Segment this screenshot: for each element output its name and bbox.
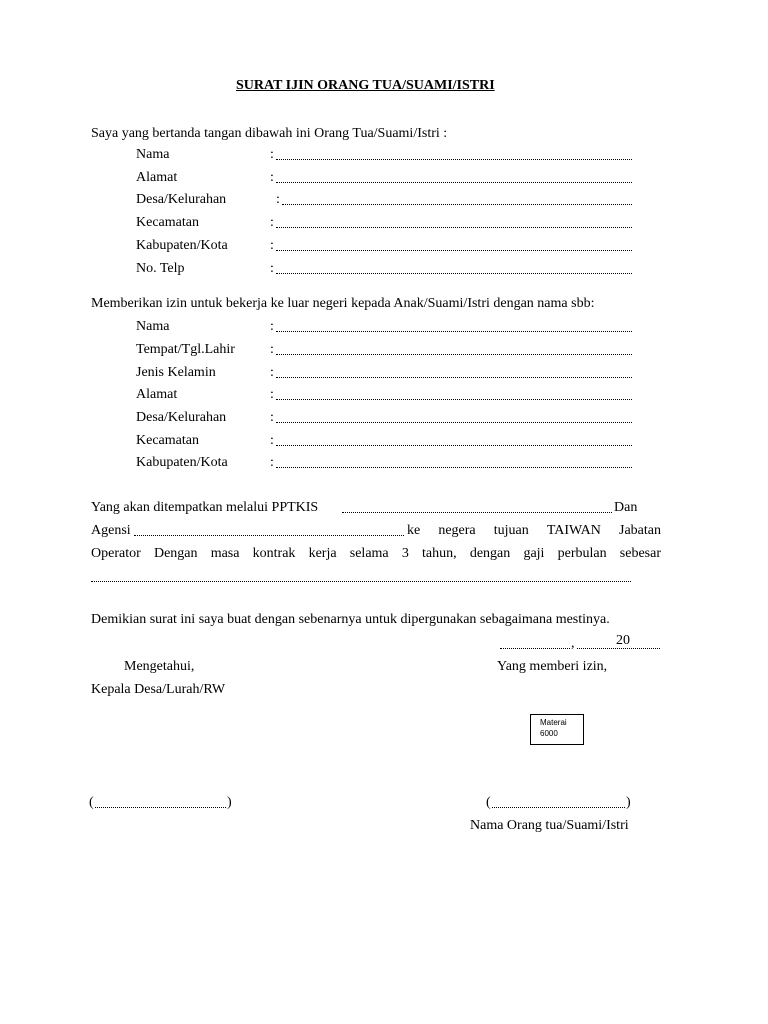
fill-line-jenis-kelamin[interactable]	[276, 377, 632, 378]
word: dengan	[469, 546, 511, 561]
left-signature-line[interactable]	[95, 807, 226, 808]
fill-line-ttl[interactable]	[276, 354, 632, 355]
field-label: Tempat/Tgl.Lahir	[136, 342, 235, 357]
word: tahun,	[422, 546, 457, 561]
field-label: No. Telp	[136, 261, 185, 276]
fill-line-alamat[interactable]	[276, 182, 632, 183]
fill-line-desa[interactable]	[282, 204, 632, 205]
right-signature-caption: Nama Orang tua/Suami/Istri	[470, 818, 629, 833]
field-colon: :	[270, 238, 274, 253]
placement-line3	[91, 546, 661, 562]
field-colon: :	[270, 170, 274, 185]
materai-stamp-box	[530, 714, 584, 745]
word: perbulan	[557, 546, 607, 561]
placement-line2-start: Agensi	[91, 523, 131, 538]
word: Jabatan	[619, 523, 661, 538]
field-label: Kecamatan	[136, 433, 199, 448]
left-paren-open: (	[89, 795, 94, 810]
field-label: Kabupaten/Kota	[136, 455, 228, 470]
date-year: 20	[616, 633, 630, 648]
field-colon: :	[270, 342, 274, 357]
fill-line-telp[interactable]	[276, 273, 632, 274]
document-title: SURAT IJIN ORANG TUA/SUAMI/ISTRI	[236, 78, 495, 93]
field-label: Jenis Kelamin	[136, 365, 216, 380]
placement-line1-end: Dan	[614, 500, 638, 515]
fill-line-pptkis[interactable]	[342, 512, 612, 513]
word: tujuan	[493, 523, 529, 538]
field-label: Kabupaten/Kota	[136, 238, 228, 253]
section2-intro: Memberikan izin untuk bekerja ke luar negeri kepada Anak/Suami/Istri dengan nama sbb:	[91, 296, 595, 311]
field-label: Alamat	[136, 170, 178, 185]
field-colon: :	[270, 410, 274, 425]
field-colon: :	[270, 455, 274, 470]
field-colon: :	[270, 261, 274, 276]
placement-line2-words	[407, 523, 661, 539]
word: sebesar	[619, 546, 661, 561]
left-paren-close: )	[227, 795, 232, 810]
field-colon: :	[270, 319, 274, 334]
field-label: Desa/Kelurahan	[136, 192, 227, 207]
word: gaji	[523, 546, 545, 561]
fill-line-kabupaten[interactable]	[276, 467, 632, 468]
word: Operator	[91, 546, 141, 561]
stamp-label: Materai	[540, 718, 567, 727]
field-label: Desa/Kelurahan	[136, 410, 227, 425]
field-colon: :	[270, 147, 274, 162]
right-signature-line[interactable]	[492, 807, 625, 808]
fill-line-alamat[interactable]	[276, 399, 632, 400]
word: TAIWAN	[546, 523, 601, 538]
field-label: Kecamatan	[136, 215, 199, 230]
left-signature-role: Kepala Desa/Lurah/RW	[91, 682, 226, 697]
fill-line-nama[interactable]	[276, 331, 632, 332]
right-paren-open: (	[486, 795, 491, 810]
word: kontrak	[252, 546, 296, 561]
field-label: Alamat	[136, 387, 178, 402]
fill-line-desa[interactable]	[276, 422, 632, 423]
fill-line-gaji[interactable]	[91, 581, 631, 582]
word: selama	[349, 546, 389, 561]
intro-text: Saya yang bertanda tangan dibawah ini Orang Tua/Suami/Istri :	[91, 126, 448, 141]
word: ke	[407, 523, 421, 538]
stamp-value: 6000	[540, 729, 558, 738]
field-colon: :	[276, 192, 280, 207]
fill-line-agensi[interactable]	[134, 535, 404, 536]
left-signature-heading: Mengetahui,	[124, 659, 195, 674]
right-paren-close: )	[626, 795, 631, 810]
fill-line-kecamatan[interactable]	[276, 445, 632, 446]
closing-text: Demikian surat ini saya buat dengan sebenarnya untuk dipergunakan sebagaimana mestinya.	[91, 612, 610, 627]
field-colon: :	[270, 433, 274, 448]
date-separator: ,	[571, 636, 575, 651]
field-colon: :	[270, 365, 274, 380]
field-colon: :	[270, 387, 274, 402]
fill-line-nama[interactable]	[276, 159, 632, 160]
word: Dengan	[153, 546, 198, 561]
fill-line-place[interactable]	[500, 648, 570, 649]
field-colon: :	[270, 215, 274, 230]
word: 3	[401, 546, 409, 561]
word: negera	[438, 523, 476, 538]
right-signature-heading: Yang memberi izin,	[497, 659, 608, 674]
word: kerja	[308, 546, 337, 561]
word: masa	[210, 546, 240, 561]
fill-line-kecamatan[interactable]	[276, 227, 632, 228]
fill-line-kabupaten[interactable]	[276, 250, 632, 251]
field-label: Nama	[136, 147, 170, 162]
placement-line1-start: Yang akan ditempatkan melalui PPTKIS	[91, 500, 319, 515]
field-label: Nama	[136, 319, 170, 334]
